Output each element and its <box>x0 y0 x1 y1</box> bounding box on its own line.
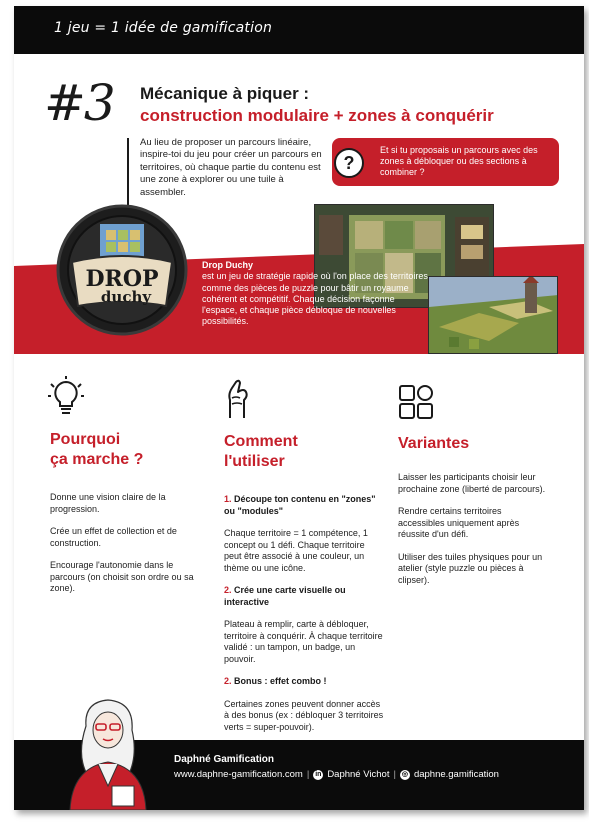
mechanic-subtitle: construction modulaire + zones à conquérir <box>140 106 494 125</box>
footer-website[interactable]: www.daphne-gamification.com <box>174 769 303 780</box>
game-description <box>202 260 432 328</box>
mechanic-title: Mécanique à piquer : <box>140 84 310 103</box>
why-list <box>50 492 200 606</box>
variants-list <box>398 472 548 597</box>
logo-duchy-word: duchy <box>100 288 152 306</box>
how-title <box>224 432 298 472</box>
top-bar <box>14 6 584 54</box>
lightbulb-icon <box>48 376 84 421</box>
footer-instagram[interactable]: daphne.gamification <box>413 769 499 780</box>
how-step-3-title <box>224 676 384 688</box>
how-step-1-title <box>224 494 384 517</box>
how-step-2-number: 2. <box>224 585 232 595</box>
how-step-3-number: 2. <box>224 676 232 686</box>
how-step-2-heading: Crée une carte visuelle ou interactive <box>224 585 346 607</box>
tiles-icon <box>398 384 434 425</box>
footer-linkedin[interactable]: Daphné Vichot <box>327 769 390 780</box>
how-title-line1: Comment <box>224 433 298 450</box>
variants-title: Variantes <box>398 435 470 452</box>
variant-item-1: Laisser les participants choisir leur prochaine zone (liberté de parcours). <box>398 472 546 494</box>
drop-duchy-logo <box>54 202 190 338</box>
author-avatar <box>58 696 158 810</box>
fingers-crossed-icon <box>222 378 252 425</box>
why-title-line1: Pourquoi <box>50 431 121 448</box>
variant-item-3: Utiliser des tuiles physiques pour un atelier (style puzzle ou pièces à clipser). <box>398 551 543 585</box>
how-step-3-text: Certaines zones peuvent donner accès à des bonus (ex : débloquer 3 territoires verts = super-pouvoir). <box>224 698 384 732</box>
how-step-2-title <box>224 585 384 608</box>
footer-separator: | <box>306 769 310 780</box>
how-step-1-text: Chaque territoire = 1 compétence, 1 concept ou 1 défi. Chaque territoire peut être associé à une couleur, un thème ou une icône. <box>224 528 368 573</box>
how-step-3-heading: Bonus : effet combo ! <box>234 676 327 686</box>
footer-links <box>174 769 499 780</box>
game-landscape-image <box>429 277 558 354</box>
page-sheet <box>14 6 584 810</box>
how-step-1-number: 1. <box>224 494 232 504</box>
intro-text: Au lieu de proposer un parcours linéaire, inspire-toi du jeu pour créer un parcours en territoires, où chaque partie du contenu est une zone à explorer ou une tuile à assembler. <box>140 137 322 198</box>
mechanic-number: #3 <box>44 74 114 132</box>
how-step-1-heading: Découpe ton contenu en "zones" ou "modules" <box>224 494 376 516</box>
why-title-line2: ça marche ? <box>50 451 144 468</box>
variant-item-2: Rendre certains territoires accessibles uniquement après réussite d'un défi. <box>398 506 520 539</box>
how-title-line2: l'utiliser <box>224 453 285 470</box>
question-text: Et si tu proposais un parcours avec des zones à débloquer ou des sections à combiner ? <box>380 145 538 178</box>
tagline: 1 jeu = 1 idée de gamification <box>54 20 273 36</box>
why-title <box>50 430 143 470</box>
footer-brand: Daphné Gamification <box>174 754 275 765</box>
instagram-icon: ◎ <box>401 770 408 778</box>
footer-separator-2: | <box>393 769 396 780</box>
game-landscape-screenshot <box>428 276 558 354</box>
logo-drop-word: DROP <box>85 266 159 292</box>
linkedin-icon: in <box>315 770 322 778</box>
why-item-1: Donne une vision claire de la progression. <box>50 492 166 514</box>
why-item-2: Crée un effet de collection et de construction. <box>50 526 177 548</box>
game-description-text: est un jeu de stratégie rapide où l'on place des territoires comme des pièces de puzzle pour bâtir un royaume cohérent et compétitif. Chaque décision façonne l'espace, et chaque pièce débloque de nouvelles possibilités. <box>202 271 428 327</box>
why-item-3: Encourage l'autonomie dans le parcours (on choisit son ordre ou sa zone). <box>50 560 194 593</box>
how-step-2-text: Plateau à remplir, carte à débloquer, territoire à conquérir. À chaque territoire validé : un tampon, un badge, un pouvoir. <box>224 619 383 664</box>
how-list <box>224 494 384 744</box>
game-name: Drop Duchy <box>202 260 254 270</box>
question-icon: ? <box>334 148 364 178</box>
